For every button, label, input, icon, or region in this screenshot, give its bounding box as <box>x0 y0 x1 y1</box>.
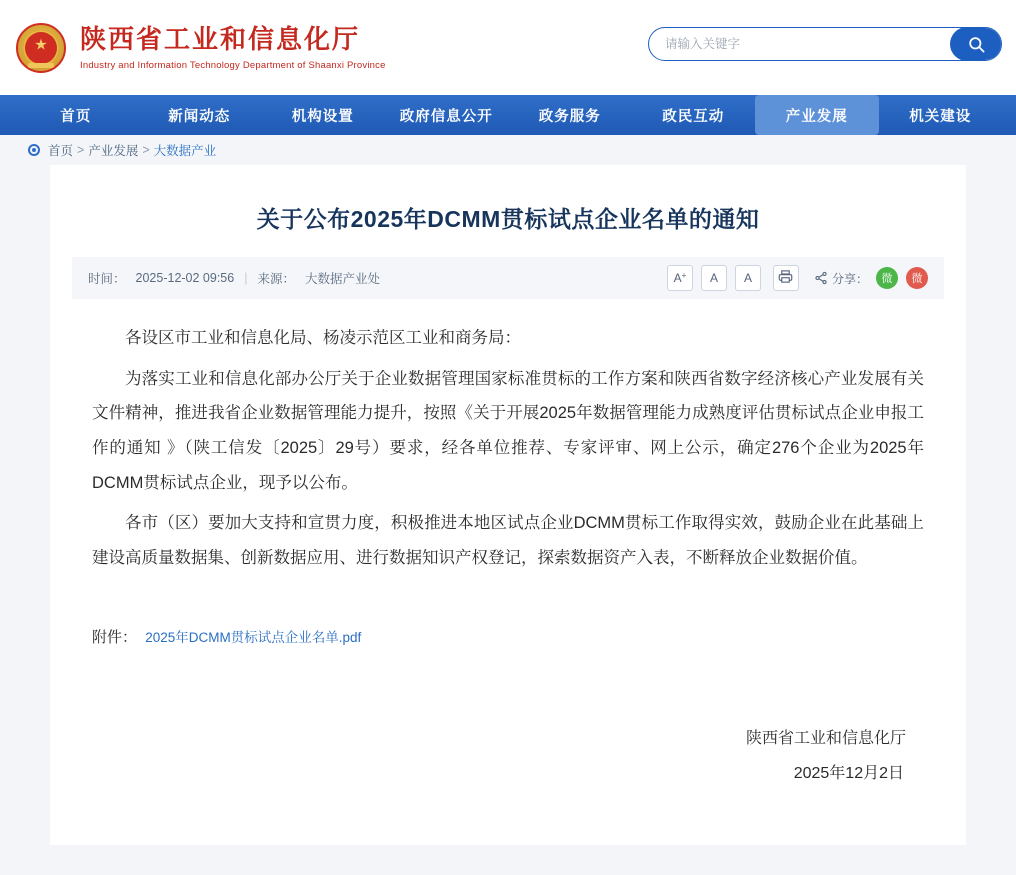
nav-item-home[interactable]: 首页 <box>60 108 92 125</box>
share-text: 分享： <box>831 271 868 286</box>
breadcrumb <box>0 135 1016 165</box>
share-nodes-icon <box>813 270 829 286</box>
page-title: 关于公布2025年DCMM贯标试点企业名单的通知 <box>256 206 760 232</box>
org-name-cn: 陕西省工业和信息化厅 <box>80 25 361 55</box>
search-button[interactable] <box>950 27 1002 61</box>
print-button[interactable] <box>773 265 799 291</box>
breadcrumb-item-home[interactable]: 首页 <box>48 144 74 158</box>
breadcrumb-separator-2: > <box>142 143 150 157</box>
signature-date: 2025年12月2日 <box>793 764 904 782</box>
breadcrumb-item-industry[interactable]: 产业发展 <box>88 144 139 158</box>
meta-left <box>88 269 380 287</box>
main-nav <box>0 95 1016 135</box>
attachment-row <box>72 582 944 647</box>
article-paragraph-1: 各设区市工业和信息化局、杨凌示范区工业和商务局： <box>125 329 521 348</box>
article-paragraph-2: 为落实工业和信息化部办公厅关于企业数据管理国家标准贯标的工作方案和陕西省数字经济核心产业发展有关文件精神，推进我省企业数据管理能力提升，按照《关于开展2025年数据管理能力成熟度评估贯标试点企业申报工作的通知 》（陕工信发〔2025〕29号）要求，经各单位推荐、专家评审、网上公示，确定276个企业为2025年DCMM贯标试点企业，现予以公布。 <box>92 369 924 492</box>
nav-item-agency-building[interactable]: 机关建设 <box>909 108 972 125</box>
nav-item-services[interactable]: 政务服务 <box>538 108 601 125</box>
signature-org: 陕西省工业和信息化厅 <box>745 729 906 747</box>
org-name-en: Industry and Information Technology Department of Shaanxi Province <box>80 59 386 71</box>
article-card <box>50 165 966 845</box>
share-wechat-icon[interactable]: 微 <box>876 267 898 289</box>
article-paragraph-3: 各市（区）要加大支持和宣贯力度，积极推进本地区试点企业DCMM贯标工作取得实效，鼓励企业在此基础上建设高质量数据集、创新数据应用、进行数据知识产权登记，探索数据资产入表，不断释放企业数据价值。 <box>92 514 924 568</box>
font-size-small-button[interactable]: A <box>735 265 761 291</box>
nav-item-industry-development[interactable]: 产业发展 <box>755 95 879 135</box>
share-weibo-icon[interactable]: 微 <box>906 267 928 289</box>
attachment-link[interactable]: 2025年DCMM贯标试点企业名单.pdf <box>145 629 362 645</box>
attachment-label: 附件： <box>92 628 138 646</box>
national-emblem-icon: ★ <box>14 21 68 75</box>
article-meta-bar <box>72 257 944 299</box>
article-body <box>72 299 944 575</box>
brand-text <box>80 24 386 70</box>
breadcrumb-separator-1: > <box>77 143 85 157</box>
font-size-large-label: A <box>673 271 682 286</box>
nav-item-government-info[interactable]: 政府信息公开 <box>399 108 493 125</box>
nav-item-interaction[interactable]: 政民互动 <box>662 108 725 125</box>
meta-source-value: 大数据产业处 <box>304 272 380 287</box>
site-brand[interactable] <box>0 21 386 75</box>
content-wrapper <box>0 165 1016 845</box>
font-size-medium-button[interactable]: A <box>701 265 727 291</box>
search-input[interactable] <box>649 28 950 60</box>
nav-item-organization[interactable]: 机构设置 <box>291 108 354 125</box>
nav-item-news[interactable]: 新闻动态 <box>168 108 231 125</box>
meta-source-label: 来源： <box>257 272 295 287</box>
font-size-large-sup: + <box>681 270 687 280</box>
search-icon <box>967 35 986 54</box>
meta-time-value: 2025-12-02 09:56 <box>135 271 235 286</box>
printer-icon <box>778 269 793 287</box>
breadcrumb-item-bigdata[interactable]: 大数据产业 <box>153 144 217 158</box>
font-size-large-button[interactable] <box>667 265 693 291</box>
search-box[interactable] <box>648 27 1002 61</box>
share-label-group <box>813 270 868 287</box>
location-pin-icon <box>28 144 40 156</box>
site-header <box>0 0 1016 95</box>
meta-tools <box>667 265 928 291</box>
signature-block <box>72 647 944 791</box>
meta-divider: | <box>244 271 248 286</box>
meta-time-label: 时间： <box>88 272 126 287</box>
